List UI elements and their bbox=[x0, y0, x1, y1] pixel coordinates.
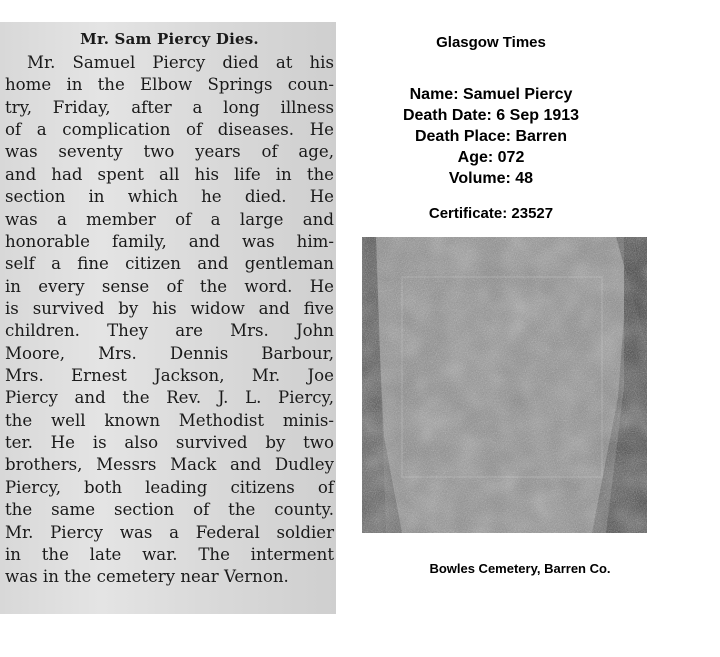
clipping-line: the well known Methodist minis- bbox=[5, 410, 334, 430]
death-record bbox=[360, 84, 622, 189]
clipping-line: was in the cemetery near Vernon. bbox=[5, 567, 289, 587]
gravestone-photo bbox=[362, 237, 647, 533]
clipping-line: self a fine citizen and gentleman bbox=[5, 254, 334, 274]
clipping-line: ter. He is also survived by two bbox=[5, 433, 334, 453]
clipping-line: Mr. Piercy was a Federal soldier bbox=[5, 522, 334, 542]
record-death-place: Death Place: Barren bbox=[414, 128, 568, 145]
clipping-line: Piercy, both leading citizens of bbox=[5, 477, 334, 497]
record-name: Name: Samuel Piercy bbox=[409, 86, 573, 103]
clipping-line: Mr. Samuel Piercy died at his bbox=[27, 53, 334, 72]
clipping-line: was seventy two years of age, bbox=[5, 142, 334, 162]
newspaper-name: Glasgow Times bbox=[436, 34, 546, 51]
clipping-line: is survived by his widow and five bbox=[5, 298, 334, 318]
clipping-line: honorable family, and was him- bbox=[5, 231, 334, 251]
record-volume: Volume: 48 bbox=[448, 170, 534, 187]
clipping-line: Piercy and the Rev. J. L. Piercy, bbox=[5, 388, 334, 408]
clipping-line: brothers, Messrs Mack and Dudley bbox=[5, 455, 334, 475]
record-age: Age: 072 bbox=[457, 149, 525, 166]
clipping-line: and had spent all his life in the bbox=[5, 164, 334, 184]
clipping-line: home in the Elbow Springs coun- bbox=[5, 75, 334, 95]
clipping-line: in every sense of the word. He bbox=[5, 276, 334, 296]
newspaper-clipping bbox=[0, 22, 336, 614]
photo-caption: Bowles Cemetery, Barren Co. bbox=[429, 561, 611, 576]
clipping-line: of a complication of diseases. He bbox=[5, 120, 334, 140]
clipping-line: in the late war. The interment bbox=[5, 544, 334, 564]
clipping-line: Moore, Mrs. Dennis Barbour, bbox=[5, 343, 334, 363]
clipping-line: the same section of the county. bbox=[5, 500, 334, 520]
certificate-number: Certificate: 23527 bbox=[428, 205, 554, 222]
clipping-line: was a member of a large and bbox=[5, 209, 334, 229]
record-death-date: Death Date: 6 Sep 1913 bbox=[402, 107, 580, 124]
clipping-line: children. They are Mrs. John bbox=[5, 321, 334, 341]
clipping-line: try, Friday, after a long illness bbox=[5, 97, 334, 117]
clipping-line: Mrs. Ernest Jackson, Mr. Joe bbox=[5, 366, 334, 386]
clipping-line: section in which he died. He bbox=[5, 187, 334, 207]
clipping-headline: Mr. Sam Piercy Dies. bbox=[80, 30, 259, 48]
gravestone-photo-image bbox=[362, 237, 647, 533]
